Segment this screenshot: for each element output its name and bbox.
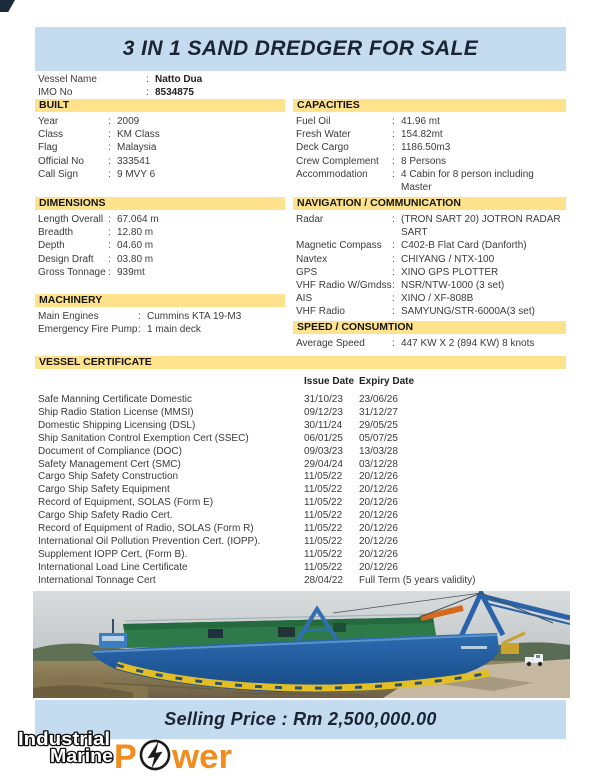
certificate-row: Cargo Ship Safety Equipment 11/05/22 20/12/26 xyxy=(38,484,398,496)
speed-section-header: SPEED / CONSUMTION xyxy=(293,321,566,334)
capacities-section-header: CAPACITIES xyxy=(293,99,566,112)
spec-row: GPS : XINO GPS PLOTTER xyxy=(296,266,499,278)
spec-row: Main Engines : Cummins KTA 19-M3 xyxy=(38,311,242,322)
company-logo xyxy=(8,729,243,776)
spec-row: AIS : XINO / XF-808B xyxy=(296,293,474,305)
certificate-row: Record of Equipment, SOLAS (Form E) 11/05/22 20/12/26 xyxy=(38,497,398,509)
spec-row: Breadth : 12.80 m xyxy=(38,227,154,239)
spec-row: Fresh Water : 154.82mt xyxy=(296,129,443,141)
vessel-identity-block xyxy=(38,73,458,99)
logo-word-wer: wer xyxy=(170,738,232,776)
certificate-row: Supplement IOPP Cert, (Form B). 11/05/22 20/12/26 xyxy=(38,548,398,560)
scan-corner-artifact xyxy=(0,0,15,12)
navigation-section-header: NAVIGATION / COMMUNICATION xyxy=(293,197,566,210)
vessel-certificate-section xyxy=(35,356,566,588)
issue-date-column-header: Issue Date xyxy=(304,376,355,387)
imo-value: 8534875 xyxy=(155,87,194,99)
logo-word-industrial: Industrial xyxy=(18,729,110,749)
certificate-row: Cargo Ship Safety Construction 11/05/22 20/12/26 xyxy=(38,471,398,483)
spec-row: Year : 2009 xyxy=(38,116,140,127)
navigation-communication-section xyxy=(293,197,566,319)
built-section xyxy=(35,99,285,181)
spec-row: Official No : 333541 xyxy=(38,155,151,167)
imo-label: IMO No xyxy=(38,87,73,99)
certificate-row: International Tonnage Cert 28/04/22 Full Term (5 years validity) xyxy=(38,574,476,586)
spec-row: Average Speed : 447 KW X 2 (894 KW) 8 knots xyxy=(296,338,535,349)
certificate-row: International Oil Pollution Prevention Cert. (IOPP). 11/05/22 20/12/26 xyxy=(38,535,398,547)
certificate-row: Safe Manning Certificate Domestic 31/10/23 23/06/26 xyxy=(38,394,398,405)
spec-row: Navtex : CHIYANG / NTX-100 xyxy=(296,253,495,265)
certificate-table-body xyxy=(35,394,566,588)
dimensions-section-header: DIMENSIONS xyxy=(35,197,285,210)
spec-row: Class : KM Class xyxy=(38,129,160,141)
spec-row: Fuel Oil : 41.96 mt xyxy=(296,116,440,127)
vessel-name-row: Vessel Name : Natto Dua xyxy=(38,73,458,86)
spec-row: VHF Radio W/Gmdss : NSR/NTW-1000 (3 set) xyxy=(296,280,505,292)
selling-price-text: Selling Price : Rm 2,500,000.00 xyxy=(164,709,437,729)
logo-letter-p: P xyxy=(114,738,137,776)
certificate-row: International Load Line Certificate 11/05/22 20/12/26 xyxy=(38,561,398,573)
imo-number-row: IMO No : 8534875 xyxy=(38,86,458,99)
spec-row: Emergency Fire Pump : 1 main deck xyxy=(38,324,201,336)
spec-row: Length Overall : 67.064 m xyxy=(38,214,159,225)
vessel-name-value: Natto Dua xyxy=(155,74,203,85)
spec-row: Deck Cargo : 1186.50m3 xyxy=(296,142,451,154)
spec-row: Magnetic Compass : C402-B Flat Card (Danforth) xyxy=(296,240,527,252)
spec-row: Radar : (TRON SART 20) JOTRON RADAR SART xyxy=(296,214,561,239)
certificate-row: Cargo Ship Safety Radio Cert. 11/05/22 20/12/26 xyxy=(38,510,398,522)
built-section-header: BUILT xyxy=(35,99,285,112)
spec-row: Flag : Malaysia xyxy=(38,142,157,154)
certificate-row: Ship Sanitation Control Exemption Cert (SSEC) 06/01/25 05/07/25 xyxy=(38,432,398,444)
certificate-row: Document of Compliance (DOC) 09/03/23 13/03/28 xyxy=(38,445,398,457)
spec-row: Call Sign : 9 MVY 6 xyxy=(38,168,156,180)
certificate-table-head xyxy=(35,376,566,387)
certificate-row: Safety Management Cert (SMC) 29/04/24 03/12/28 xyxy=(38,458,398,470)
expiry-date-column-header: Expiry Date xyxy=(359,376,415,387)
title-banner xyxy=(35,27,566,71)
spec-row: Accommodation : 4 Cabin for 8 person including Master xyxy=(296,168,534,194)
certificate-row: Domestic Shipping Licensing (DSL) 30/11/24 29/05/25 xyxy=(38,419,398,431)
logo-word-marine: Marine xyxy=(50,746,113,766)
certificate-row: Ship Radio Station License (MMSI) 09/12/23 31/12/27 xyxy=(38,406,398,418)
certificate-row: Record of Equipment of Radio, SOLAS (Form R) 11/05/22 20/12/26 xyxy=(38,523,398,535)
dimensions-section xyxy=(35,197,285,279)
spec-row: Depth : 04.60 m xyxy=(38,240,154,252)
spec-row: Gross Tonnage : 939mt xyxy=(38,266,145,278)
spec-row: VHF Radio : SAMYUNG/STR-6000A(3 set) xyxy=(296,306,535,318)
machinery-section-header: MACHINERY xyxy=(35,294,285,307)
vessel-photo xyxy=(33,591,570,698)
machinery-section xyxy=(35,294,285,336)
spec-row: Design Draft : 03.80 m xyxy=(38,253,154,265)
capacities-section xyxy=(293,99,566,194)
vessel-certificate-header: VESSEL CERTIFICATE xyxy=(35,356,566,369)
page-title: 3 IN 1 SAND DREDGER FOR SALE xyxy=(122,37,479,60)
speed-consumption-section xyxy=(293,321,566,350)
power-bolt-icon xyxy=(139,739,171,771)
spec-row: Crew Complement : 8 Persons xyxy=(296,155,447,167)
vessel-name-label: Vessel Name xyxy=(38,74,97,85)
dredger-ship-illustration xyxy=(33,591,570,698)
